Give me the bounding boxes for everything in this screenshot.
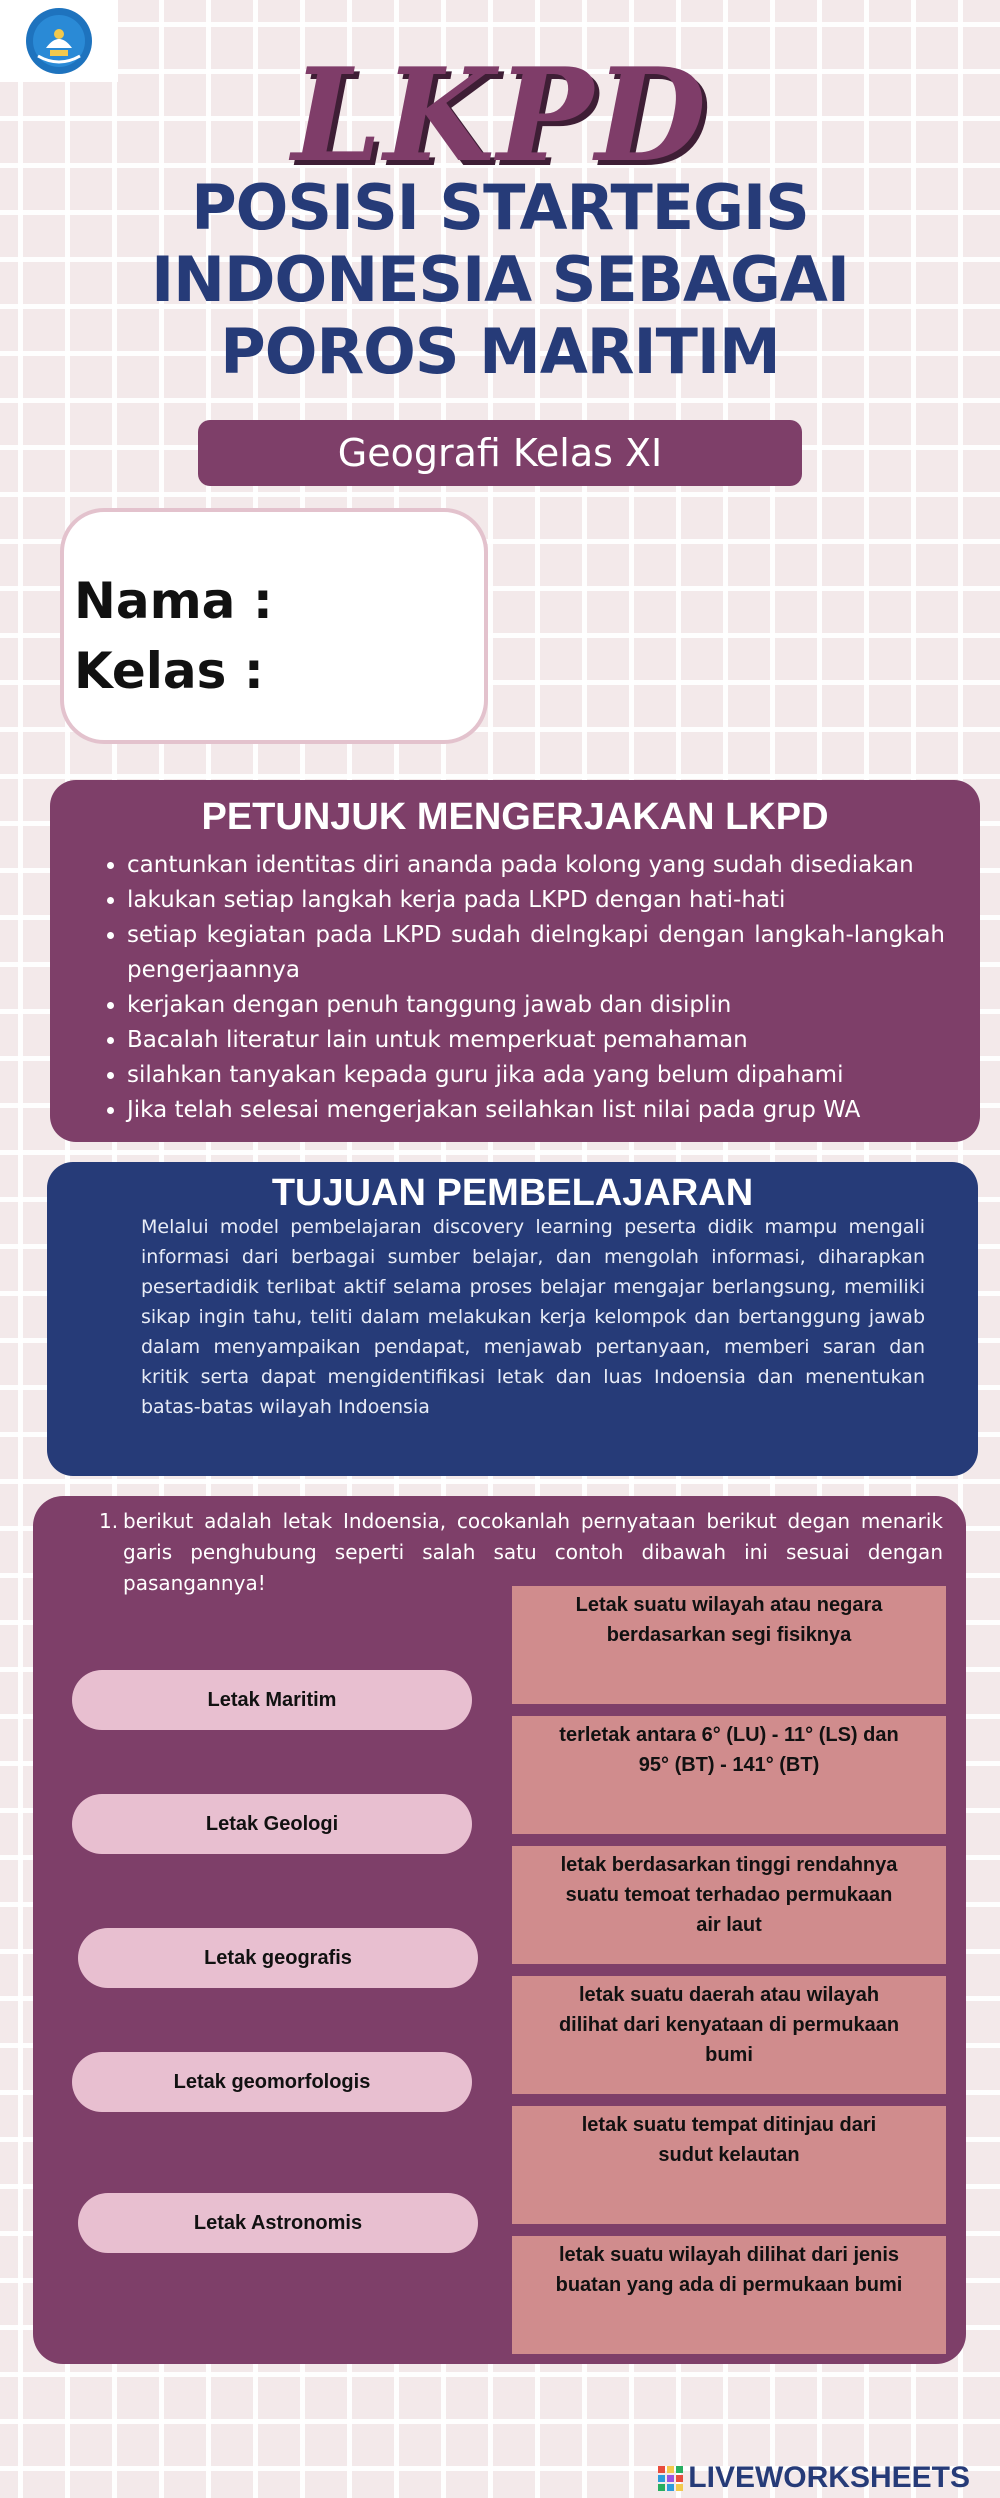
liveworksheets-logo-icon [658, 2466, 684, 2492]
title-line-1: POSISI STARTEGIS [191, 171, 809, 244]
kelas-field[interactable]: Kelas : [74, 642, 264, 700]
list-item: • lakukan setiap langkah kerja pada LKPD dengan hati-hati [127, 883, 945, 918]
definition-box-2[interactable]: terletak antara 6° (LU) - 11° (LS) dan 95° (BT) - 141° (BT) [512, 1716, 946, 1834]
petunjuk-panel [50, 780, 980, 1142]
activity-panel [33, 1496, 966, 2364]
term-letak-geologi[interactable]: Letak Geologi [72, 1794, 472, 1854]
lkpd-brand: LKPD [291, 41, 709, 191]
term-letak-geomorfologis[interactable]: Letak geomorfologis [72, 2052, 472, 2112]
term-letak-maritim[interactable]: Letak Maritim [72, 1670, 472, 1730]
subject-banner: Geografi Kelas XI [198, 420, 802, 486]
nama-field[interactable]: Nama : [74, 572, 273, 630]
petunjuk-heading: PETUNJUK MENGERJAKAN LKPD [201, 796, 829, 838]
list-item: • cantunkan identitas diri ananda pada kolong yang sudah disediakan [127, 848, 945, 883]
tujuan-panel [47, 1162, 978, 1476]
definition-box-5[interactable]: letak suatu tempat ditinjau dari sudut kelautan [512, 2106, 946, 2224]
tujuan-text: Melalui model pembelajaran discovery learning peserta didik mampu mengali informasi dari berbagai sumber belajar, dan mengolah informasi, diharapkan pesertadidik terlibat aktif selama proses belajar mengajar berlangsung, memiliki sikap ingin tahu, teliti dalam melakukan kerja kelompok dan bertanggung jawab dalam menyampaikan pendapat, menjawab pertanyaan, memberi saran dan kritik serta dapat mengidentifikasi letak dan luas Indoensia dan menentukan batas-batas wilayah Indoensia [141, 1216, 925, 1418]
list-item: • kerjakan dengan penuh tanggung jawab dan disiplin [127, 988, 945, 1023]
list-item: • Bacalah literatur lain untuk memperkuat pemahaman [127, 1023, 945, 1058]
page-title [0, 172, 1000, 388]
petunjuk-list [50, 848, 945, 1128]
term-letak-geografis[interactable]: Letak geografis [78, 1928, 478, 1988]
title-line-2: INDONESIA SEBAGAI [151, 243, 849, 316]
definition-box-1[interactable]: Letak suatu wilayah atau negara berdasarkan segi fisiknya [512, 1586, 946, 1704]
instruction-text: berikut adalah letak Indoensia, cocokanlah pernyataan berikut degan menarik garis penghubung seperti salah satu contoh dibawah ini sesuai dengan pasangannya! [123, 1509, 943, 1595]
title-line-3: POROS MARITIM [220, 315, 780, 388]
footer-brand-text: LIVEWORKSHEETS [688, 2461, 970, 2494]
footer-brand[interactable] [658, 2460, 970, 2496]
term-letak-astronomis[interactable]: Letak Astronomis [78, 2193, 478, 2253]
list-item: • setiap kegiatan pada LKPD sudah dielngkapi dengan langkah-langkah pengerjaannya [127, 918, 945, 988]
identity-card [60, 508, 488, 744]
list-item: • Jika telah selesai mengerjakan seilahkan list nilai pada grup WA [127, 1093, 945, 1128]
tujuan-heading: TUJUAN PEMBELAJARAN [271, 1172, 754, 1214]
definition-box-3[interactable]: letak berdasarkan tinggi rendahnya suatu temoat terhadao permukaan air laut [512, 1846, 946, 1964]
question-number: 1. [99, 1509, 119, 1533]
definition-box-4[interactable]: letak suatu daerah atau wilayah dilihat dari kenyataan di permukaan bumi [512, 1976, 946, 2094]
definition-box-6[interactable]: letak suatu wilayah dilihat dari jenis buatan yang ada di permukaan bumi [512, 2236, 946, 2354]
list-item: • silahkan tanyakan kepada guru jika ada yang belum dipahami [127, 1058, 945, 1093]
